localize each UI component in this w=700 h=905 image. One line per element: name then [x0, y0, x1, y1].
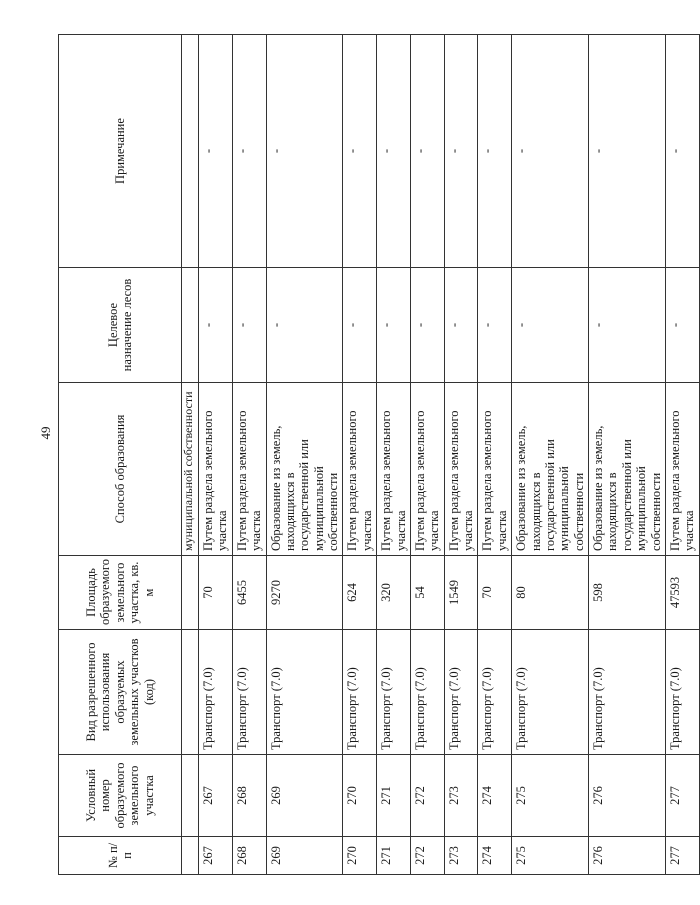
- header-area: Площадь образуемого земельного участка, кв. м: [59, 556, 182, 630]
- table-row: [266, 35, 343, 875]
- note: -: [444, 35, 478, 268]
- table-row: [199, 35, 233, 875]
- header-note: Примечание: [59, 35, 182, 268]
- header-method: Способ образования: [59, 383, 182, 556]
- formation-method: Путем раздела земельного участка: [478, 383, 512, 556]
- permitted-use: Транспорт (7.0): [478, 630, 512, 755]
- row-number: 271: [377, 837, 411, 875]
- row-number: 273: [444, 837, 478, 875]
- permitted-use: Транспорт (7.0): [199, 630, 233, 755]
- note: -: [199, 35, 233, 268]
- row-number: 269: [266, 837, 343, 875]
- permitted-use: Транспорт (7.0): [266, 630, 343, 755]
- forest-purpose: -: [377, 268, 411, 383]
- formation-method: Путем раздела земельного участка: [665, 383, 699, 556]
- forest-purpose: -: [199, 268, 233, 383]
- page-number: 49: [38, 426, 53, 440]
- header-cond-no: Условный номер образуемого земельного участка: [59, 755, 182, 837]
- area-value: 80: [512, 556, 589, 630]
- formation-method: Путем раздела земельного участка: [410, 383, 444, 556]
- note: -: [377, 35, 411, 268]
- header-forest: Целевое назначение лесов: [59, 268, 182, 383]
- header-use-type: Вид разрешенного использования образуемых земельных участков (код): [59, 630, 182, 755]
- row-number: 275: [512, 837, 589, 875]
- area-value: 1549: [444, 556, 478, 630]
- forest-purpose: -: [410, 268, 444, 383]
- conditional-number: 272: [410, 755, 444, 837]
- conditional-number: 268: [232, 755, 266, 837]
- table-row: [410, 35, 444, 875]
- note: -: [266, 35, 343, 268]
- permitted-use: Транспорт (7.0): [377, 630, 411, 755]
- row-number: 272: [410, 837, 444, 875]
- formation-method: Путем раздела земельного участка: [343, 383, 377, 556]
- forest-purpose: -: [478, 268, 512, 383]
- note: -: [589, 35, 666, 268]
- row-number: 267: [199, 837, 233, 875]
- forest-purpose: -: [343, 268, 377, 383]
- forest-purpose: -: [266, 268, 343, 383]
- formation-method: Образование из земель, находящихся в государственной или муниципальной собственности: [266, 383, 343, 556]
- table-row: [665, 35, 699, 875]
- table-row: [232, 35, 266, 875]
- permitted-use: Транспорт (7.0): [589, 630, 666, 755]
- note: -: [665, 35, 699, 268]
- formation-method: Путем раздела земельного участка: [444, 383, 478, 556]
- note: -: [478, 35, 512, 268]
- permitted-use: Транспорт (7.0): [512, 630, 589, 755]
- permitted-use: Транспорт (7.0): [410, 630, 444, 755]
- area-value: 47593: [665, 556, 699, 630]
- formation-method: Путем раздела земельного участка: [199, 383, 233, 556]
- permitted-use: Транспорт (7.0): [343, 630, 377, 755]
- forest-purpose: -: [665, 268, 699, 383]
- row-number: 268: [232, 837, 266, 875]
- note: -: [343, 35, 377, 268]
- carry-over-text: муниципальной собственности: [182, 383, 199, 556]
- table-row: [478, 35, 512, 875]
- permitted-use: Транспорт (7.0): [444, 630, 478, 755]
- area-value: 9270: [266, 556, 343, 630]
- conditional-number: 270: [343, 755, 377, 837]
- table-row: [444, 35, 478, 875]
- row-number: 270: [343, 837, 377, 875]
- conditional-number: 273: [444, 755, 478, 837]
- header-no: № п/п: [59, 837, 182, 875]
- forest-purpose: -: [444, 268, 478, 383]
- conditional-number: 269: [266, 755, 343, 837]
- forest-purpose: -: [512, 268, 589, 383]
- note: -: [410, 35, 444, 268]
- carry-over-row: [182, 35, 199, 875]
- area-value: 598: [589, 556, 666, 630]
- conditional-number: 277: [665, 755, 699, 837]
- row-number: 276: [589, 837, 666, 875]
- row-number: 274: [478, 837, 512, 875]
- table-row: [343, 35, 377, 875]
- table-row: [589, 35, 666, 875]
- row-number: 277: [665, 837, 699, 875]
- permitted-use: Транспорт (7.0): [232, 630, 266, 755]
- note: -: [512, 35, 589, 268]
- area-value: 320: [377, 556, 411, 630]
- conditional-number: 267: [199, 755, 233, 837]
- area-value: 70: [199, 556, 233, 630]
- table-header-row: [59, 35, 182, 875]
- area-value: 624: [343, 556, 377, 630]
- formation-method: Путем раздела земельного участка: [232, 383, 266, 556]
- permitted-use: Транспорт (7.0): [665, 630, 699, 755]
- conditional-number: 275: [512, 755, 589, 837]
- formation-method: Путем раздела земельного участка: [377, 383, 411, 556]
- table-row: [512, 35, 589, 875]
- conditional-number: 274: [478, 755, 512, 837]
- table-row: [377, 35, 411, 875]
- formation-method: Образование из земель, находящихся в государственной или муниципальной собственности: [512, 383, 589, 556]
- note: -: [232, 35, 266, 268]
- area-value: 70: [478, 556, 512, 630]
- conditional-number: 276: [589, 755, 666, 837]
- forest-purpose: -: [232, 268, 266, 383]
- forest-purpose: -: [589, 268, 666, 383]
- conditional-number: 271: [377, 755, 411, 837]
- area-value: 54: [410, 556, 444, 630]
- land-plots-table: [58, 34, 700, 875]
- rotated-table-container: [58, 35, 697, 875]
- area-value: 6455: [232, 556, 266, 630]
- formation-method: Образование из земель, находящихся в государственной или муниципальной собственности: [589, 383, 666, 556]
